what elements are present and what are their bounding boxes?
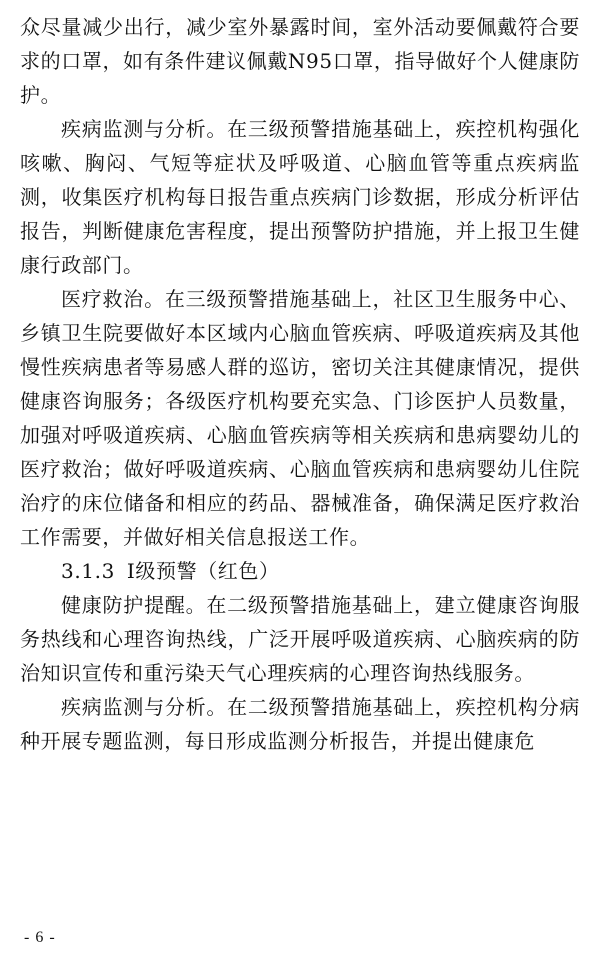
paragraph-medical-treatment-level2: 医疗救治。在三级预警措施基础上，社区卫生服务中心、乡镇卫生院要做好本区域内心脑血管疾病、呼吸道疾病及其他慢性疾病患者等易感人群的巡访，密切关注其健康情况，提供健康咨询服务；各级医疗机构要充实急、门诊医护人员数量，加强对呼吸道疾病、心脑血管疾病等相关疾病和患病婴幼儿的医疗救治；做好呼吸道疾病、心脑血管疾病和患病婴幼儿住院治疗的床位储备和相应的药品、器械准备，确保满足医疗救治工作需要，并做好相关信息报送工作。 xyxy=(20,287,580,549)
section-heading-level1-red xyxy=(20,554,580,588)
paragraph-disease-monitoring-level2: 疾病监测与分析。在三级预警措施基础上，疾控机构强化咳嗽、胸闷、气短等症状及呼吸道、心脑血管等重点疾病监测，收集医疗机构每日报告重点疾病门诊数据，形成分析评估报告，判断健康危害程度，提出预警防护措施，并上报卫生健康行政部门。 xyxy=(20,117,580,277)
paragraph-protection-continued: 众尽量减少出行，减少室外暴露时间，室外活动要佩戴符合要求的口罩，如有条件建议佩戴N95口罩，指导做好个人健康防护。 xyxy=(20,15,580,107)
paragraph-disease-monitoring-level1: 疾病监测与分析。在二级预警措施基础上，疾控机构分病种开展专题监测，每日形成监测分析报告，并提出健康危 xyxy=(20,695,580,753)
paragraph-health-protection-level1: 健康防护提醒。在二级预警措施基础上，建立健康咨询服务热线和心理咨询热线，广泛开展呼吸道疾病、心脑疾病的防治知识宣传和重污染天气心理疾病的心理咨询热线服务。 xyxy=(20,593,580,685)
section-number: 3.1.3 xyxy=(61,559,115,583)
page-number: - 6 - xyxy=(24,929,56,946)
section-title: Ⅰ级预警（红色） xyxy=(126,559,280,583)
document-body xyxy=(20,10,580,758)
